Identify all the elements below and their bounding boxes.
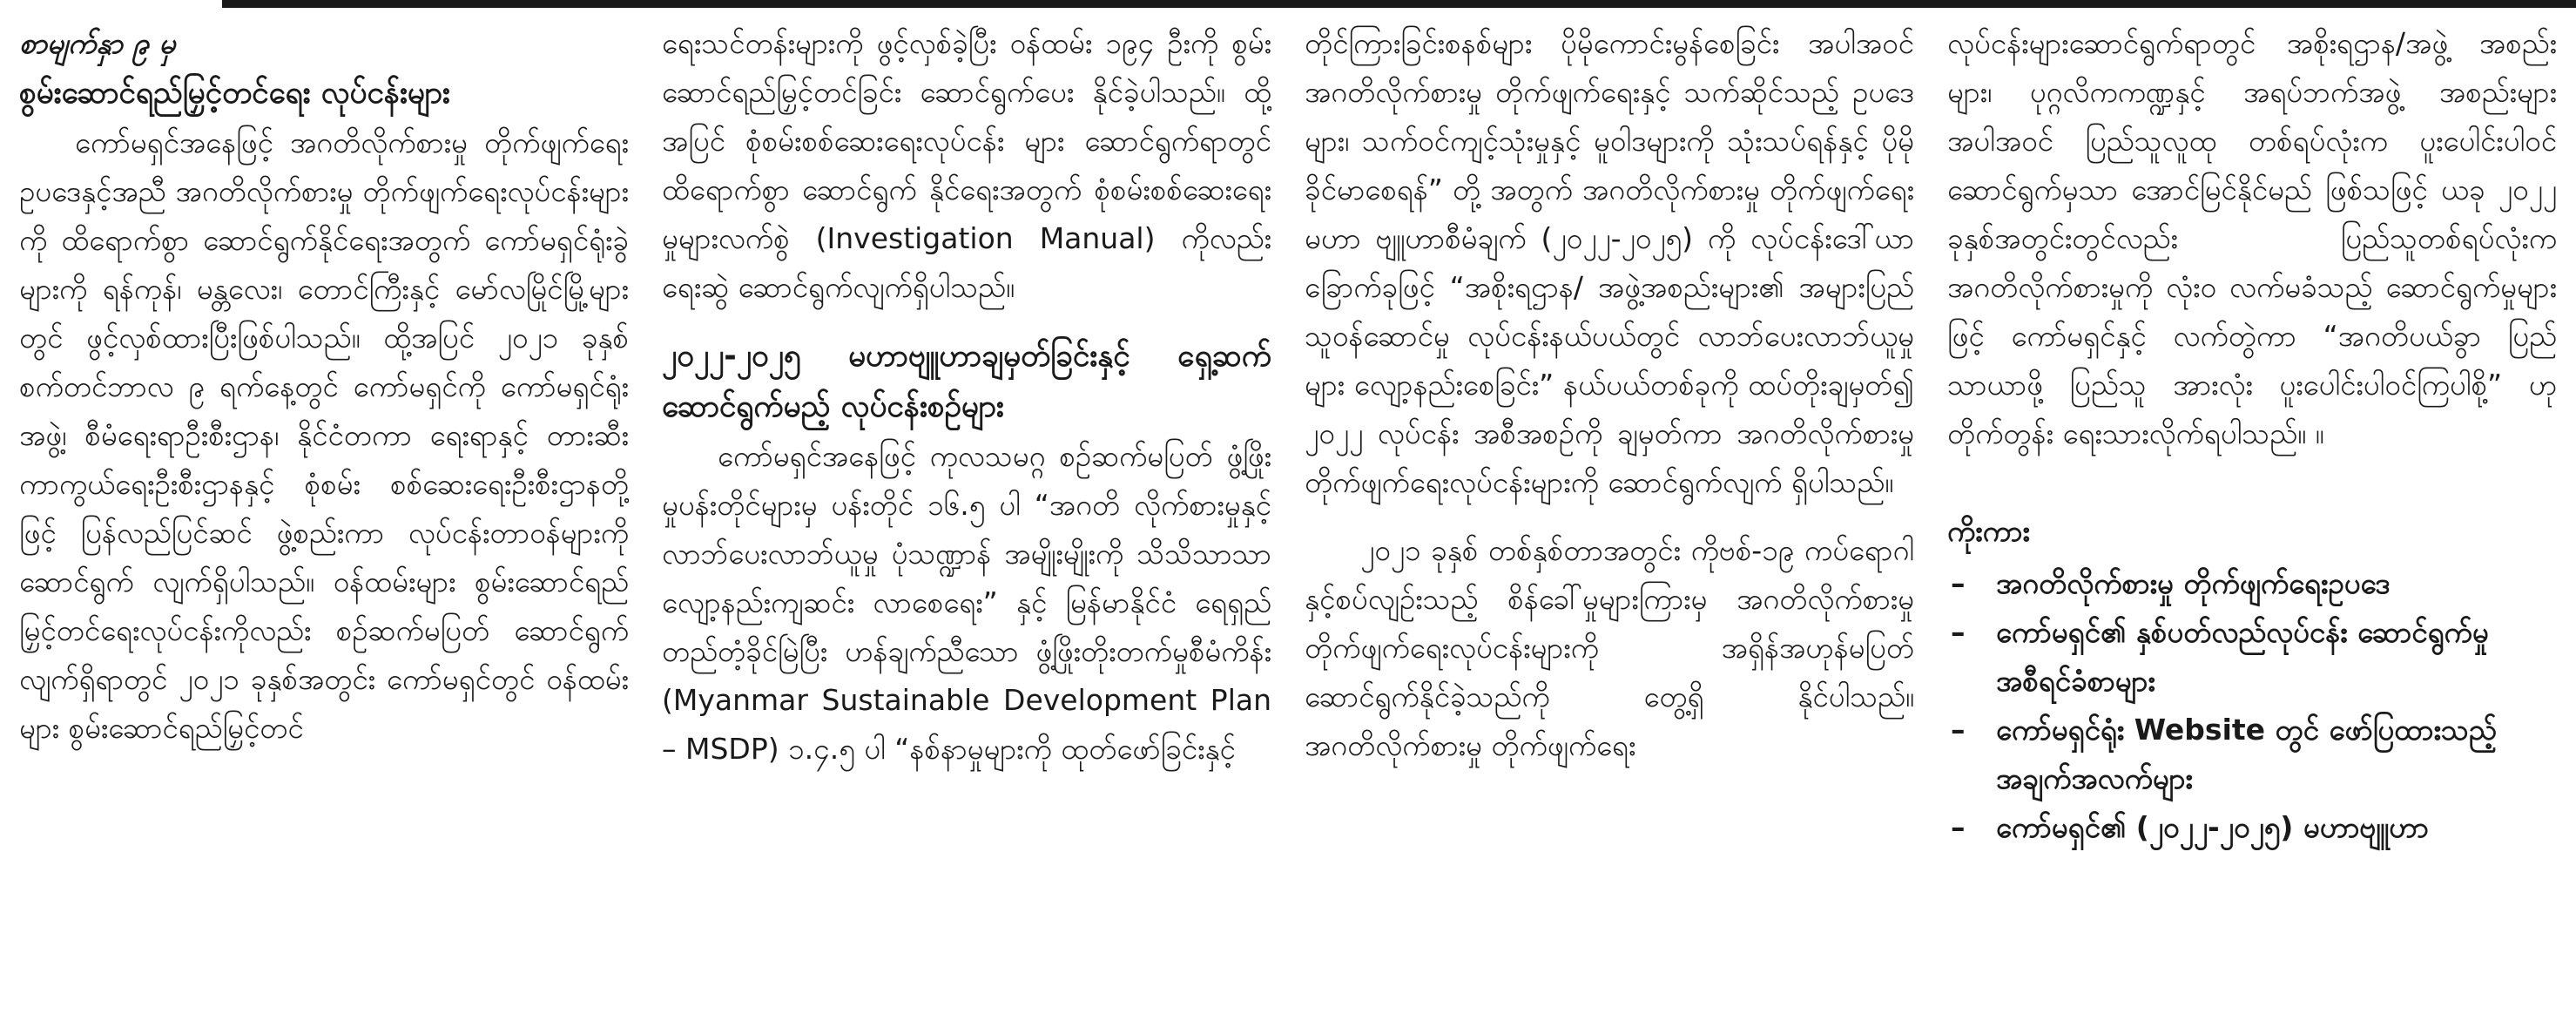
section-subheading: ၂၀၂၂-၂၀၂၅ မဟာဗျူဟာချမှတ်ခြင်းနှင့် ရှေ့ဆက်ဆောင်ရွက်မည့် လုပ်ငန်းစဉ်များ [662, 339, 1271, 424]
reference-text: ကော်မရှင်၏ နှစ်ပတ်လည်လုပ်ငန်း ဆောင်ရွက်မှု အစီရင်ခံစာများ [1996, 615, 2489, 698]
article-columns [19, 19, 2557, 1004]
reference-item [1947, 559, 2557, 608]
reference-item [1947, 608, 2557, 706]
section-heading: စွမ်းဆောင်ရည်မြှင့်တင်ရေး လုပ်ငန်းများ [19, 76, 450, 111]
column-4 [1947, 19, 2557, 1004]
reference-text: ကော်မရှင်၏ (၂၀၂၂-၂၀၂၅) မဟာဗျူဟာ [1996, 810, 2429, 844]
paragraph: လုပ်ငန်းများဆောင်ရွက်ရာတွင် အစိုးရဌာန/အဖွဲ့ အစည်းများ၊ ပုဂ္ဂလိကကဏ္ဍနှင့် အရပ်ဘက်အဖွဲ့ အစည်းများအပါအဝင် ပြည်သူလူထု တစ်ရပ်လုံးက ပူးပေါင်းပါဝင်ဆောင်ရွက်မှသာ အောင်မြင်နိုင်မည် ဖြစ်သဖြင့် ယခု ၂၀၂၂ ခုနှစ်အတွင်းတွင်လည်း ပြည်သူတစ်ရပ်လုံးက အဂတိလိုက်စားမှုကို လုံးဝ လက်မခံသည့် ဆောင်ရွက်မှုများဖြင့် ကော်မရှင်နှင့် လက်တွဲကာ “အဂတိပယ်ခွာ ပြည်သာယာဖို့ ပြည်သူ အားလုံး ပူးပေါင်းပါဝင်ကြပါစို့” ဟု တိုက်တွန်း ရေးသားလိုက်ရပါသည်။ ။ [1947, 26, 2557, 450]
paragraph: ကော်မရှင်အနေဖြင့် ကုလသမဂ္ဂ စဉ်ဆက်မပြတ် ဖွံ့ဖြိုးမှုပန်းတိုင်များမှ ပန်းတိုင် ၁၆.၅ ပါ “အဂတိ လိုက်စားမှုနှင့်လာဘ်ပေးလာဘ်ယူမှု ပုံသဏ္ဍာန် အမျိုးမျိုးကို သိသိသာသာ လျော့နည်းကျဆင်း လာစေရေး” နှင့် မြန်မာနိုင်ငံ ရေရှည်တည်တံ့ခိုင်မြဲပြီး ဟန်ချက်ညီသော ဖွံ့ဖြိုးတိုးတက်မှုစီမံကိန်း (Myanmar Sustainable Development Plan – MSDP) ၁.၄.၅ ပါ “နစ်နာမှုများကို ထုတ်ဖော်ခြင်းနှင့် [662, 439, 1271, 766]
column-1 [19, 19, 629, 1004]
top-rule [222, 0, 2576, 8]
continued-from: စာမျက်နှာ ၉ မှ [19, 26, 176, 60]
bullet-dash: – [1951, 566, 1966, 600]
paragraph: တိုင်ကြားခြင်းစနစ်များ ပိုမိုကောင်းမွန်စေခြင်း အပါအဝင် အဂတိလိုက်စားမှု တိုက်ဖျက်ရေးနှင့် သက်ဆိုင်သည့် ဥပဒေများ၊ သက်ဝင်ကျင့်သုံးမှုနှင့် မူဝါဒများကို သုံးသပ်ရန်နှင့် ပိုမိုခိုင်မာစေရန်” တို့ အတွက် အဂတိလိုက်စားမှု တိုက်ဖျက်ရေး မဟာ ဗျူဟာစီမံချက် (၂၀၂၂-၂၀၂၅) ကို လုပ်ငန်းဒေါ်ယာ ခြောက်ခုဖြင့် “အစိုးရဌာန/ အဖွဲ့အစည်းများ၏ အများပြည်သူဝန်ဆောင်မှု လုပ်ငန်းနယ်ပယ်တွင် လာဘ်ပေးလာဘ်ယူမှုများ လျော့နည်းစေခြင်း” နယ်ပယ်တစ်ခုကို ထပ်တိုးချမှတ်၍ ၂၀၂၂ လုပ်ငန်း အစီအစဉ်ကို ချမှတ်ကာ အဂတိလိုက်စားမှု တိုက်ဖျက်ရေးလုပ်ငန်းများကို ဆောင်ရွက်လျက် ရှိပါသည်။ [1305, 26, 1914, 499]
reference-text: အဂတိလိုက်စားမှု တိုက်ဖျက်ရေးဥပဒေ [1996, 566, 2391, 600]
bullet-dash: – [1951, 713, 1966, 747]
bullet-dash: – [1951, 615, 1966, 649]
reference-item [1947, 706, 2557, 803]
references-list [1947, 559, 2557, 852]
paragraph: ၂၀၂၁ ခုနှစ် တစ်နှစ်တာအတွင်း ကိုဗစ်-၁၉ ကပ်ရောဂါနှင့်စပ်လျဉ်းသည့် စိန်ခေါ်မှုများကြားမှ အဂတိလိုက်စားမှု တိုက်ဖျက်ရေးလုပ်ငန်းများကို အရှိန်အဟုန်မပြတ် ဆောင်ရွက်နိုင်ခဲ့သည်ကို တွေ့ရှိ နိုင်ပါသည်။ အဂတိလိုက်စားမှု တိုက်ဖျက်ရေး [1305, 533, 1914, 762]
paragraph: ကော်မရှင်အနေဖြင့် အဂတိလိုက်စားမှု တိုက်ဖျက်ရေးဥပဒေနှင့်အညီ အဂတိလိုက်စားမှု တိုက်ဖျက်ရေးလုပ်ငန်းများကို ထိရောက်စွာ ဆောင်ရွက်နိုင်ရေးအတွက် ကော်မရှင်ရုံးခွဲများကို ရန်ကုန်၊ မန္တလေး၊ တောင်ကြီးနှင့် မော်လမြိုင်မြို့များတွင် ဖွင့်လှစ်ထားပြီးဖြစ်ပါသည်။ ထို့အပြင် ၂၀၂၁ ခုနှစ် စက်တင်ဘာလ ၉ ရက်နေ့တွင် ကော်မရှင်ကို ကော်မရှင်ရုံးအဖွဲ့၊ စီမံရေးရာဦးစီးဌာန၊ နိုင်ငံတကာ ရေးရာနှင့် တားဆီးကာကွယ်ရေးဦးစီးဌာနနှင့် စုံစမ်း စစ်ဆေးရေးဦးစီးဌာနတို့ဖြင့် ပြန်လည်ပြင်ဆင် ဖွဲ့စည်းကာ လုပ်ငန်းတာဝန်များကို ဆောင်ရွက် လျက်ရှိပါသည်။ ဝန်ထမ်းများ စွမ်းဆောင်ရည် မြှင့်တင်ရေးလုပ်ငန်းကိုလည်း စဉ်ဆက်မပြတ် ဆောင်ရွက်လျက်ရှိရာတွင် ၂၀၂၁ ခုနှစ်အတွင်း ကော်မရှင်တွင် ဝန်ထမ်းများ စွမ်းဆောင်ရည်မြှင့်တင် [19, 125, 629, 745]
column-3 [1305, 19, 1914, 1004]
paragraph: ရေးသင်တန်းများကို ဖွင့်လှစ်ခဲ့ပြီး ဝန်ထမ်း ၁၉၄ ဦးကို စွမ်းဆောင်ရည်မြှင့်တင်ခြင်း ဆောင်ရွက်ပေး နိုင်ခဲ့ပါသည်။ ထို့အပြင် စုံစမ်းစစ်ဆေးရေးလုပ်ငန်း များ ဆောင်ရွက်ရာတွင် ထိရောက်စွာ ဆောင်ရွက် နိုင်ရေးအတွက် စုံစမ်းစစ်ဆေးရေးမှုများလက်စွဲ (Investigation Manual) ကိုလည်း ရေးဆွဲ ဆောင်ရွက်လျက်ရှိပါသည်။ [662, 26, 1271, 304]
references-heading: ကိုးကား [1947, 514, 2030, 548]
bullet-dash: – [1951, 810, 1966, 844]
column-2 [662, 19, 1271, 1004]
reference-text: ကော်မရှင်ရုံး Website တွင် ဖော်ပြထားသည့် အချက်အလက်များ [1996, 713, 2497, 795]
reference-item [1947, 803, 2557, 852]
